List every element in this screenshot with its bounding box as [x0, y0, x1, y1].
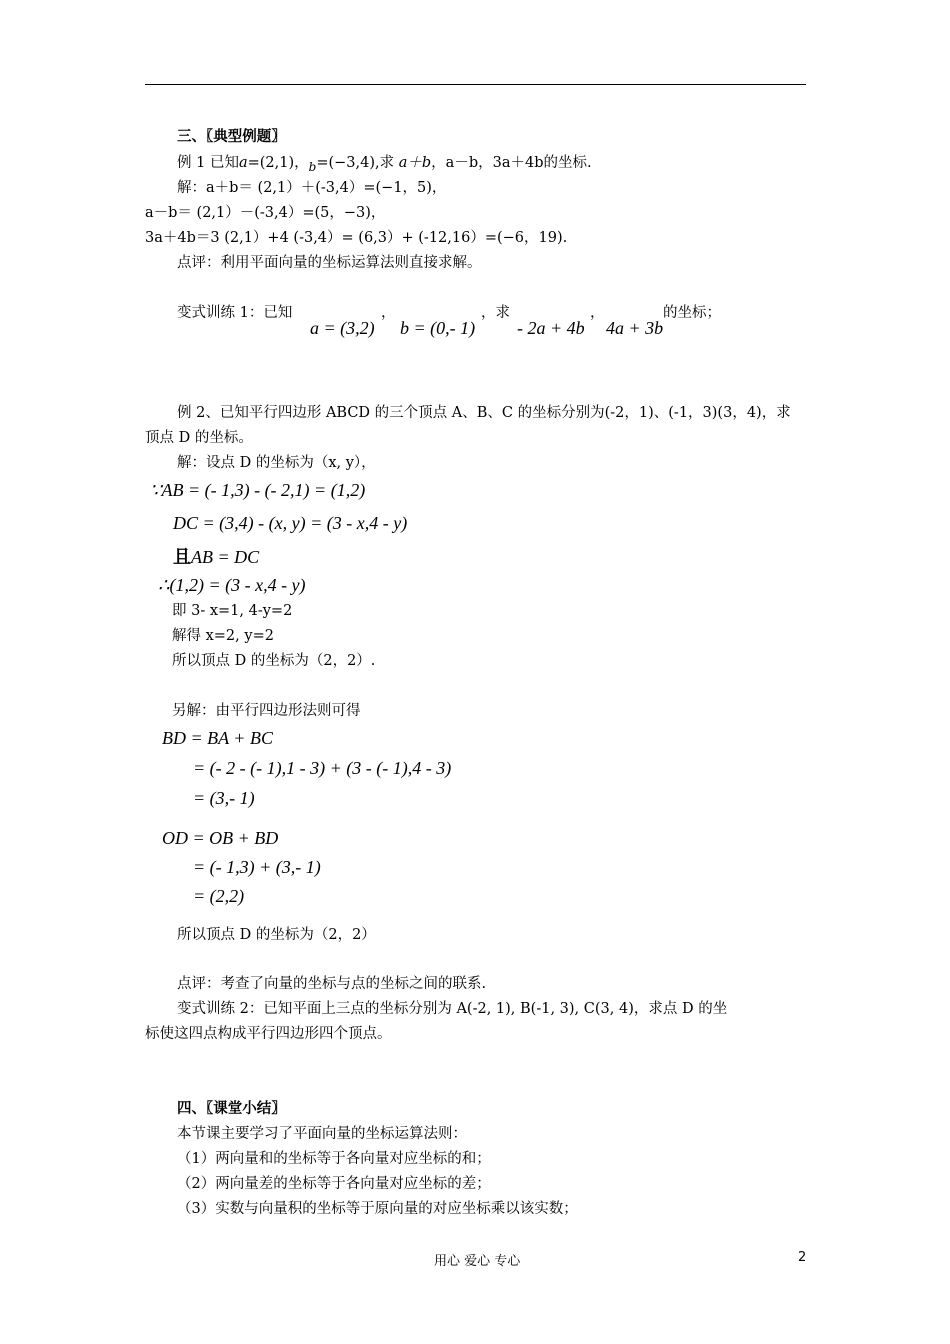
drill1-sep2: ，求 [481, 305, 510, 321]
header-rule [145, 84, 806, 85]
alternative-solution: 另解：由平行四边形法则可得 [172, 703, 361, 719]
drill1-vector-a: a = (3,2) [310, 318, 375, 338]
section-title: 三、〖典型例题〗 [177, 128, 286, 145]
page-number: 2 [798, 1250, 807, 1265]
drill1-expr1: - 2a + 4b [517, 318, 585, 338]
summary-item-1: （1）两向量和的坐标等于各向量对应坐标的和； [177, 1151, 491, 1167]
ex1-term2: ，a－b [431, 155, 479, 171]
ex1-term1: a＋b [398, 155, 432, 171]
summary-title: 四、〖课堂小结〗 [177, 1100, 286, 1117]
vector-b: b [308, 160, 317, 174]
alt-math-line4: OD = OB + BD [162, 828, 279, 848]
ex1-pre: 例 1 已知 [177, 155, 239, 171]
alt-solution-result: 所以顶点 D 的坐标为（2，2） [177, 927, 376, 943]
drill2-line1: 变式训练 2：已知平面上三点的坐标分别为 A(-2, 1), B(-1, 3), C(3, 4)，求点 D 的坐 [177, 1001, 728, 1017]
drill1-sep3: ， [590, 305, 605, 321]
alt-math-line1: BD = BA + BC [162, 728, 273, 748]
ex1-end: 的坐标. [543, 155, 592, 171]
example1-question [177, 153, 592, 173]
example2-question-line1: 例 2、已知平行四边形 ABCD 的三个顶点 A、B、C 的坐标分别为(-2，1)、(-1，3)(3，4)，求 [177, 405, 791, 421]
drill1-vector-b: b = (0,- 1) [400, 318, 476, 338]
summary-item-2: （2）两向量差的坐标等于各向量对应坐标的差； [177, 1176, 491, 1192]
ex1-term3: ，3a＋4b [478, 155, 544, 171]
ab-equals-dc: AB = DC [191, 547, 260, 567]
summary-item-3: （3）实数与向量积的坐标等于原向量的对应坐标乘以该实数； [177, 1201, 578, 1217]
example1-solution-line1: 解：a＋b＝ (2,1）＋(-3,4）=(−1，5)， [177, 180, 447, 196]
and-glyph: 且 [173, 547, 191, 568]
example1-solution-line2: a－b＝ (2,1）－(-3,4）=(5，−3)， [145, 205, 386, 221]
vector-a: a [238, 155, 248, 171]
math-line-ab: ∵AB = (- 1,3) - (- 2,1) = (1,2) [150, 480, 366, 500]
example2-solution-intro: 解：设点 D 的坐标为（x, y）， [177, 455, 376, 471]
footer-text: 用心 爱心 专心 [434, 1254, 521, 1269]
drill1-expr2: 4a + 3b [606, 318, 664, 338]
solution-result: 所以顶点 D 的坐标为（2，2）. [172, 653, 376, 669]
ex1-mid: =(2,1)， [247, 155, 309, 171]
drill2-line2: 标使这四点构成平行四边形四个顶点。 [145, 1026, 392, 1042]
drill1-prefix: 变式训练 1：已知 [177, 305, 293, 321]
summary-intro: 本节课主要学习了平面向量的坐标运算法则： [177, 1126, 467, 1142]
alt-math-line2: = (- 2 - (- 1),1 - 3) + (3 - (- 1),4 - 3) [193, 758, 452, 778]
math-line-dc: DC = (3,4) - (x, y) = (3 - x,4 - y) [173, 513, 408, 533]
math-line-equal [173, 545, 259, 569]
math-line-therefore: ∴(1,2) = (3 - x,4 - y) [158, 575, 306, 595]
solution-step1: 即 3- x=1, 4-y=2 [172, 603, 293, 619]
example1-comment: 点评：利用平面向量的坐标运算法则直接求解。 [177, 255, 482, 271]
example2-question-line2: 顶点 D 的坐标。 [145, 430, 253, 446]
solution-step2: 解得 x=2, y=2 [172, 628, 274, 644]
example1-solution-line3: 3a＋4b＝3 (2,1）+4 (-3,4）= (6,3）+ (-12,16）=(−6，19). [145, 230, 568, 246]
alt-math-line6: = (2,2) [193, 886, 245, 906]
ex1-mid2: =(−3,4),求 [316, 155, 399, 171]
alt-math-line3: = (3,- 1) [193, 788, 255, 808]
drill1-suffix: 的坐标； [663, 305, 721, 321]
drill1-sep1: ， [381, 305, 396, 321]
alt-math-line5: = (- 1,3) + (3,- 1) [193, 857, 321, 877]
example2-comment: 点评：考查了向量的坐标与点的坐标之间的联系. [177, 976, 487, 992]
